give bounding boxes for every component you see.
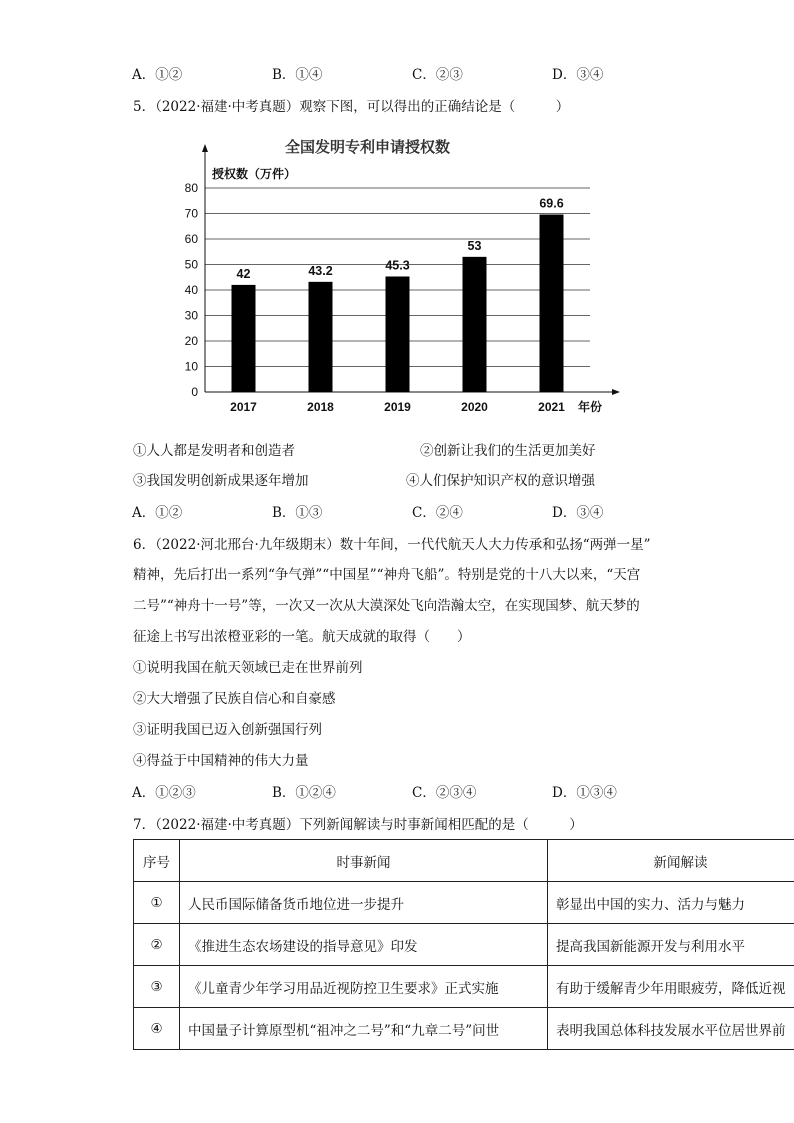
q5-option-d: D．③④ [552, 505, 604, 521]
q6-stem-line-3: 二号”“神舟十一号”等，一次又一次从大漠深处飞向浩瀚太空，在实现国梦、航天梦的 [133, 598, 640, 614]
chart-value-label: 45.3 [385, 258, 410, 273]
patent-bar-chart [180, 128, 630, 428]
chart-x-axis-arrow [612, 389, 620, 395]
q5-stem: 5．（2022·福建·中考真题）观察下图，可以得出的正确结论是（ ） [133, 99, 570, 115]
chart-x-tick-label: 2017 [230, 400, 257, 414]
chart-bar [309, 282, 333, 392]
chart-x-axis-label: 年份 [578, 400, 603, 414]
chart-bar [232, 285, 256, 392]
chart-y-tick-label: 40 [184, 283, 198, 297]
q7-stem: 7．（2022·福建·中考真题）下列新闻解读与时事新闻相匹配的是（ ） [133, 817, 583, 833]
chart-y-axis-label: 授权数（万件） [212, 167, 297, 181]
q6-statement-3: ③证明我国已迈入创新强国行列 [133, 722, 322, 738]
header-index: 序号 [134, 840, 180, 882]
chart-bar [386, 276, 410, 392]
table-row [134, 1008, 794, 1050]
chart-value-label: 53 [467, 238, 482, 253]
chart-y-ticks [185, 181, 199, 399]
chart-y-tick-label: 10 [184, 359, 198, 374]
table-row [134, 882, 794, 924]
chart-x-tick-label: 2020 [461, 400, 488, 414]
q6-options [132, 783, 772, 803]
news-table [133, 839, 794, 1050]
q5-option-a: A．①② [132, 505, 183, 521]
header-news: 时事新闻 [180, 840, 548, 882]
chart-y-tick-label: 20 [184, 334, 198, 348]
chart-x-tick-label: 2018 [307, 400, 334, 414]
chart-y-tick-label: 50 [184, 257, 198, 272]
q5-statement-3: ③我国发明创新成果逐年增加 [133, 473, 309, 489]
row-index: ③ [134, 966, 180, 1008]
chart-bar [463, 257, 487, 392]
q4-option-b: B．①④ [272, 67, 323, 83]
chart-bars [232, 215, 564, 392]
q5-statement-2: ②创新让我们的生活更加美好 [420, 443, 596, 459]
q5-option-c: C．②④ [412, 505, 463, 521]
q5-statement-4: ④人们保护知识产权的意识增强 [406, 473, 595, 489]
q6-statement-1: ①说明我国在航天领域已走在世界前列 [133, 660, 363, 676]
q5-options [132, 503, 772, 523]
q6-statement-2: ②大大增强了民族自信心和自豪感 [133, 691, 336, 707]
row-index: ① [134, 882, 180, 924]
chart-value-label: 69.6 [539, 196, 564, 211]
row-news: 人民币国际储备货币地位进一步提升 [180, 882, 548, 924]
chart-x-tick-label: 2019 [384, 400, 411, 414]
chart-y-tick-label: 80 [184, 181, 198, 195]
header-interpretation: 新闻解读 [548, 840, 794, 882]
chart-y-tick-label: 30 [184, 308, 198, 323]
q4-option-a: A．①② [132, 67, 183, 83]
q6-option-d: D．①③④ [552, 785, 617, 801]
chart-value-label: 42 [236, 266, 251, 281]
row-interpretation: 表明我国总体科技发展水平位居世界前 [548, 1008, 794, 1050]
chart-title: 全国发明专利申请授权数 [285, 139, 451, 156]
row-index: ④ [134, 1008, 180, 1050]
chart-bar [540, 215, 564, 392]
row-news: 中国量子计算原型机“祖冲之二号”和“九章二号”问世 [180, 1008, 548, 1050]
q5-statement-1: ①人人都是发明者和创造者 [133, 443, 295, 459]
row-index: ② [134, 924, 180, 966]
q6-stem-line-1: 6．（2022·河北邢台·九年级期末）数十年间，一代代航天人大力传承和弘扬“两弹一星” [133, 537, 651, 553]
chart-y-tick-label: 70 [184, 206, 198, 221]
row-interpretation: 提高我国新能源开发与利用水平 [548, 924, 794, 966]
chart-x-ticks [230, 400, 565, 414]
chart-x-tick-label: 2021 [538, 400, 565, 414]
table-header-row [134, 840, 794, 882]
q6-statement-4: ④得益于中国精神的伟大力量 [133, 753, 309, 769]
chart-y-tick-label: 0 [191, 385, 198, 399]
table-row [134, 966, 794, 1008]
q6-option-a: A．①②③ [132, 785, 196, 801]
chart-y-tick-label: 60 [184, 232, 198, 246]
q4-options [132, 65, 772, 85]
row-interpretation: 有助于缓解青少年用眼疲劳，降低近视 [548, 966, 794, 1008]
q4-option-c: C．②③ [412, 67, 463, 83]
chart-y-axis-arrow [202, 144, 208, 152]
q6-option-c: C．②③④ [412, 785, 477, 801]
table-row [134, 924, 794, 966]
q6-stem-line-2: 精神，先后打出一系列“争气弹”“中国星”“神舟飞船”。特别是党的十八大以来，“天宫 [133, 567, 641, 583]
q5-option-b: B．①③ [272, 505, 323, 521]
chart-value-label: 43.2 [308, 263, 333, 278]
row-interpretation: 彰显出中国的实力、活力与魅力 [548, 882, 794, 924]
q6-option-b: B．①②④ [272, 785, 336, 801]
q4-option-d: D．③④ [552, 67, 604, 83]
row-news: 《儿童青少年学习用品近视防控卫生要求》正式实施 [180, 966, 548, 1008]
q6-stem-line-4: 征途上书写出浓橙亚彩的一笔。航天成就的取得（ ） [133, 629, 471, 645]
row-news: 《推进生态农场建设的指导意见》印发 [180, 924, 548, 966]
